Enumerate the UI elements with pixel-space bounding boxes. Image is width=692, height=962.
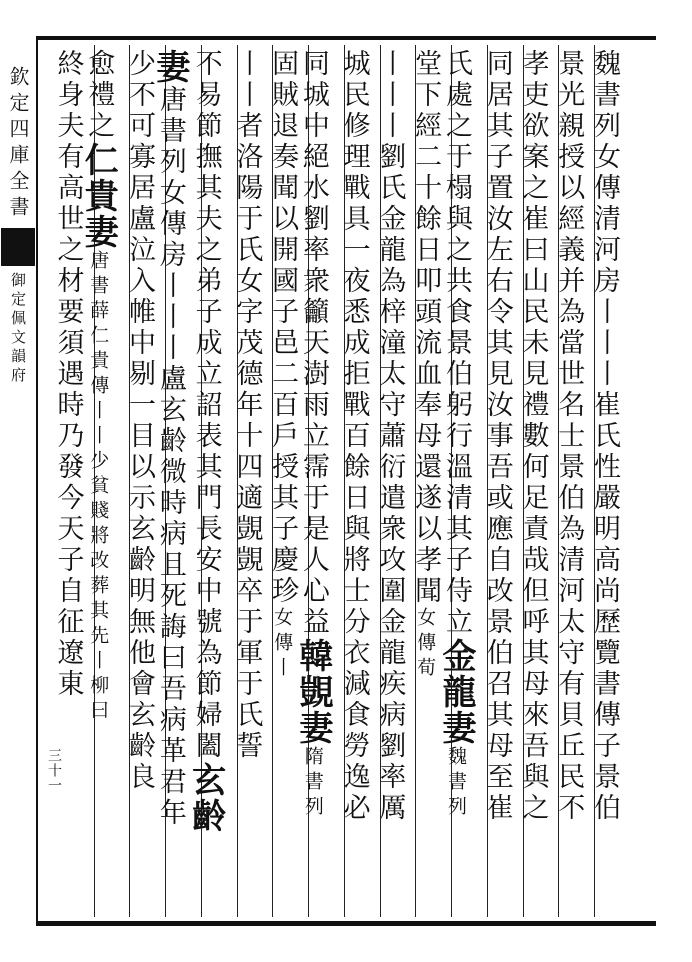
margin-fishtail-mark [1, 228, 35, 266]
collection-title: 欽定四庫全書 [6, 66, 30, 222]
heading-character: 龍 [435, 674, 476, 710]
page-number: 三十一 [46, 748, 62, 793]
text-column [517, 45, 559, 917]
annotation-text: 魏書列 [444, 746, 467, 821]
heading-character: 玄 [185, 762, 226, 798]
body-text: 丨丨丨劉氏金龍為梓潼太守蕭衍遣衆攻圍金龍疾病劉率厲 [374, 49, 406, 824]
heading-character: 貴 [78, 178, 119, 214]
body-text: 夫有高世之材要須遇時乃發今天子自征遼東 [52, 111, 84, 700]
text-column [338, 45, 380, 917]
body-text: 魏書列女傳清河房丨丨丨崔氏性嚴明高尚歷覽書傳子景伯 [589, 49, 620, 824]
body-text: 終身 [52, 49, 84, 111]
text-column [553, 45, 594, 917]
heading-character: 覬 [292, 674, 333, 710]
text-column [589, 45, 630, 917]
body-text: 城民修理戰具一夜悉成拒戰百餘日與將士分衣減食勞逸必 [338, 49, 370, 824]
heading-character: 金 [435, 638, 476, 674]
text-column [185, 45, 237, 917]
heading-character: 妻 [435, 710, 476, 746]
text-column [78, 45, 130, 917]
heading-character: 妻 [292, 710, 333, 746]
body-text: 同居其子置汝左右令其見汝事吾或應自改景伯召其母至崔 [481, 49, 513, 824]
text-column [292, 45, 344, 917]
body-text: 景光親授以經義并為當世名士景伯為清河太守有貝丘民不 [553, 49, 585, 824]
annotation-text: 隋書列 [301, 746, 324, 821]
body-text: 同城中絕水劉率衆籲天澍雨立霈于是人心益 [297, 49, 329, 638]
heading-character: 妻 [78, 214, 119, 250]
heading-character: 韓 [292, 638, 333, 674]
body-text: 氏處之于榻與之共食景伯躬行溫清其子侍立 [440, 49, 472, 638]
text-column [124, 45, 165, 917]
text-column [374, 45, 416, 917]
heading-character: 齡 [185, 798, 226, 834]
text-column [267, 45, 308, 917]
book-title: 御定佩文韻府 [9, 272, 27, 386]
body-text: 少不可寡居盧泣入帷中剔一目以示玄齡明無他會玄齡良 [124, 49, 156, 793]
annotation-text: 女傳荀 [414, 607, 437, 682]
text-column [149, 45, 201, 917]
annotation-text: 女傳丨 [271, 607, 294, 682]
body-text: 丨丨者洛陽于氏女字茂德年十四適覬覬卒于軍于氏誓 [231, 49, 263, 762]
body-text: 愈禮之 [83, 49, 115, 142]
body-text: 不易節撫其夫之弟子成立詔表其門長安中號為節婦闔 [190, 49, 222, 762]
body-text: 唐書列女傳房丨丨丨盧玄齡微時病且死誨曰吾病革君年 [154, 85, 186, 829]
body-text: 固賊退奏聞以開國子邑二百戶授其子慶珍 [267, 49, 299, 607]
body-text: 孝吏欲案之崔曰山民未見禮數何足責哉但呼其母來吾與之 [517, 49, 549, 824]
text-column [410, 45, 451, 917]
text-column [481, 45, 523, 917]
heading-character: 仁 [78, 142, 119, 178]
text-column [231, 45, 273, 917]
text-column [435, 45, 487, 917]
annotation-text: 唐書薛仁貴傳丨丨少貧賤將改葬其先丨柳曰 [87, 250, 110, 725]
heading-character: 妻 [149, 49, 190, 85]
margin-strip [0, 36, 36, 926]
body-text: 堂下經二十餘日叩頭流血奉母還遂以孝聞 [410, 49, 442, 607]
